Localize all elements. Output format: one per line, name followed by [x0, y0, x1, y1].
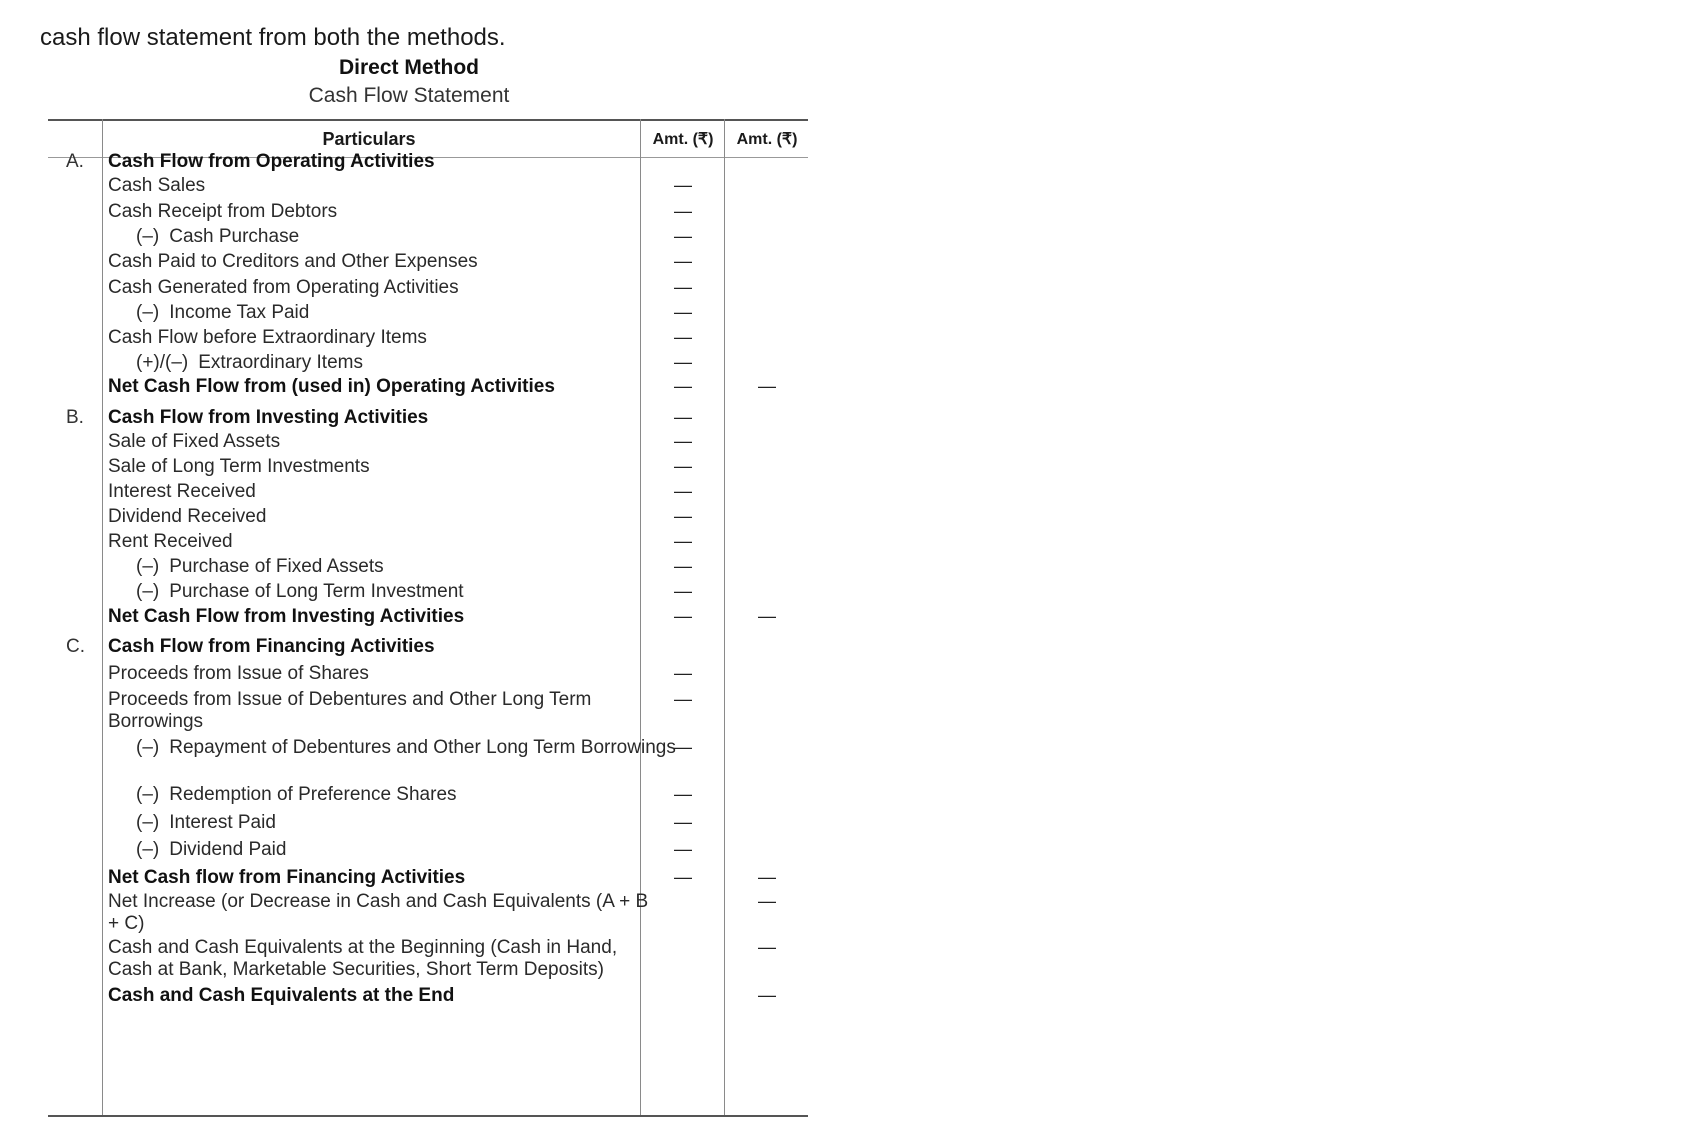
row-label [108, 431, 658, 453]
amount-1-cell: — [674, 867, 692, 887]
row-operator: (–) [136, 556, 160, 577]
amount-2-cell: — [758, 937, 776, 957]
row-text: Income Tax Paid [169, 302, 310, 323]
amount-1-cell: — [674, 277, 692, 297]
method-heading: Direct Method [338, 56, 479, 79]
row-text: Cash and Cash Equivalents at the End [108, 985, 455, 1006]
row-text: Cash Sales [108, 175, 206, 196]
row-label [108, 937, 658, 981]
row-text: Sale of Fixed Assets [108, 431, 281, 452]
row-label [108, 201, 658, 223]
row-text: Interest Received [108, 481, 256, 502]
section-letter: C. [66, 636, 85, 657]
header-amount-2: Amt. (₹) [736, 131, 798, 148]
row-text: Extraordinary Items [198, 352, 363, 373]
row-label [108, 481, 658, 503]
row-label [108, 327, 658, 349]
amount-1-cell: — [674, 784, 692, 804]
row-text: Purchase of Long Term Investment [169, 581, 464, 602]
amount-1-cell: — [674, 302, 692, 322]
row-label [108, 151, 658, 173]
row-text: Cash Flow from Financing Activities [108, 636, 435, 657]
row-operator: (–) [136, 839, 160, 860]
row-text: Proceeds from Issue of Debentures and Other Long Term Borrowings [108, 689, 592, 732]
amount-1-cell: — [674, 581, 692, 601]
amount-1-cell: — [674, 431, 692, 451]
table-bottom-rule [48, 1115, 808, 1117]
amount-1-cell: — [674, 531, 692, 551]
row-text: Dividend Received [108, 506, 267, 527]
row-operator: (–) [136, 812, 160, 833]
amount-1-cell: — [674, 839, 692, 859]
row-text: Cash Receipt from Debtors [108, 201, 338, 222]
row-text: Cash and Cash Equivalents at the Beginning (Cash in Hand, Cash at Bank, Marketable Securities, Short Term Deposits) [108, 937, 618, 980]
row-text: Repayment of Debentures and Other Long Term Borrowings [169, 737, 676, 758]
row-text: Redemption of Preference Shares [169, 784, 457, 805]
intro-text: cash flow statement from both the methods. [40, 24, 506, 51]
row-text: Cash Paid to Creditors and Other Expenses [108, 251, 478, 272]
row-label [108, 407, 658, 429]
row-text: Interest Paid [169, 812, 276, 833]
amount-1-cell: — [674, 327, 692, 347]
row-label [108, 891, 658, 935]
row-operator: (–) [136, 581, 160, 602]
amt2-left-border [724, 119, 725, 1115]
row-label [108, 376, 658, 398]
amount-1-cell: — [674, 456, 692, 476]
amount-1-cell: — [674, 226, 692, 246]
row-label [136, 556, 686, 578]
row-text: Cash Flow from Operating Activities [108, 151, 435, 172]
row-label [108, 867, 658, 889]
row-text: Purchase of Fixed Assets [169, 556, 384, 577]
row-label [136, 352, 686, 374]
row-label [108, 689, 658, 733]
row-label [108, 251, 658, 273]
amount-1-cell: — [674, 352, 692, 372]
row-label [108, 636, 658, 658]
row-label [108, 531, 658, 553]
amount-1-cell: — [674, 556, 692, 576]
row-label [108, 606, 658, 628]
header-particulars: Particulars [322, 129, 416, 149]
row-operator: (–) [136, 302, 160, 323]
amount-2-cell: — [758, 867, 776, 887]
cash-flow-table [48, 119, 808, 1119]
row-text: Net Cash Flow from Investing Activities [108, 606, 465, 627]
row-text: Proceeds from Issue of Shares [108, 663, 369, 684]
amount-1-cell: — [674, 506, 692, 526]
row-label [136, 784, 686, 806]
row-text: Cash Flow from Investing Activities [108, 407, 429, 428]
amount-1-cell: — [674, 812, 692, 832]
row-operator: (–) [136, 226, 160, 247]
amount-1-cell: — [674, 251, 692, 271]
row-text: Sale of Long Term Investments [108, 456, 370, 477]
row-label [108, 175, 658, 197]
row-operator: (–) [136, 737, 160, 758]
row-label [108, 277, 658, 299]
row-label [136, 839, 686, 861]
header-amount-1: Amt. (₹) [652, 131, 714, 148]
row-text: Cash Generated from Operating Activities [108, 277, 459, 298]
amount-2-cell: — [758, 985, 776, 1005]
row-label [108, 506, 658, 528]
row-operator: (–) [136, 784, 160, 805]
amount-1-cell: — [674, 175, 692, 195]
row-text: Net Cash flow from Financing Activities [108, 867, 466, 888]
row-text: Dividend Paid [169, 839, 287, 860]
section-letter: A. [66, 151, 84, 172]
row-text: Cash Flow before Extraordinary Items [108, 327, 427, 348]
amount-1-cell: — [674, 376, 692, 396]
row-label [136, 302, 686, 324]
amount-1-cell: — [674, 737, 692, 757]
amount-1-cell: — [674, 201, 692, 221]
row-label [108, 663, 658, 685]
row-label [136, 226, 686, 248]
statement-title: Cash Flow Statement [308, 84, 510, 107]
row-text: Net Increase (or Decrease in Cash and Cash Equivalents (A + B + C) [108, 891, 649, 934]
row-label [108, 985, 658, 1007]
amount-1-cell: — [674, 407, 692, 427]
amount-2-cell: — [758, 891, 776, 911]
row-text: Cash Purchase [169, 226, 300, 247]
particulars-left-border [102, 119, 103, 1115]
row-operator: (+)/(–) [136, 352, 189, 373]
row-label [136, 812, 686, 834]
row-label [108, 456, 658, 478]
amount-1-cell: — [674, 689, 692, 709]
row-label [136, 581, 686, 603]
amount-2-cell: — [758, 376, 776, 396]
amount-1-cell: — [674, 606, 692, 626]
row-label [136, 737, 686, 759]
row-text: Rent Received [108, 531, 233, 552]
amount-2-cell: — [758, 606, 776, 626]
amount-1-cell: — [674, 663, 692, 683]
row-text: Net Cash Flow from (used in) Operating Activities [108, 376, 555, 397]
amount-1-cell: — [674, 481, 692, 501]
table-top-rule [48, 119, 808, 121]
section-letter: B. [66, 407, 84, 428]
